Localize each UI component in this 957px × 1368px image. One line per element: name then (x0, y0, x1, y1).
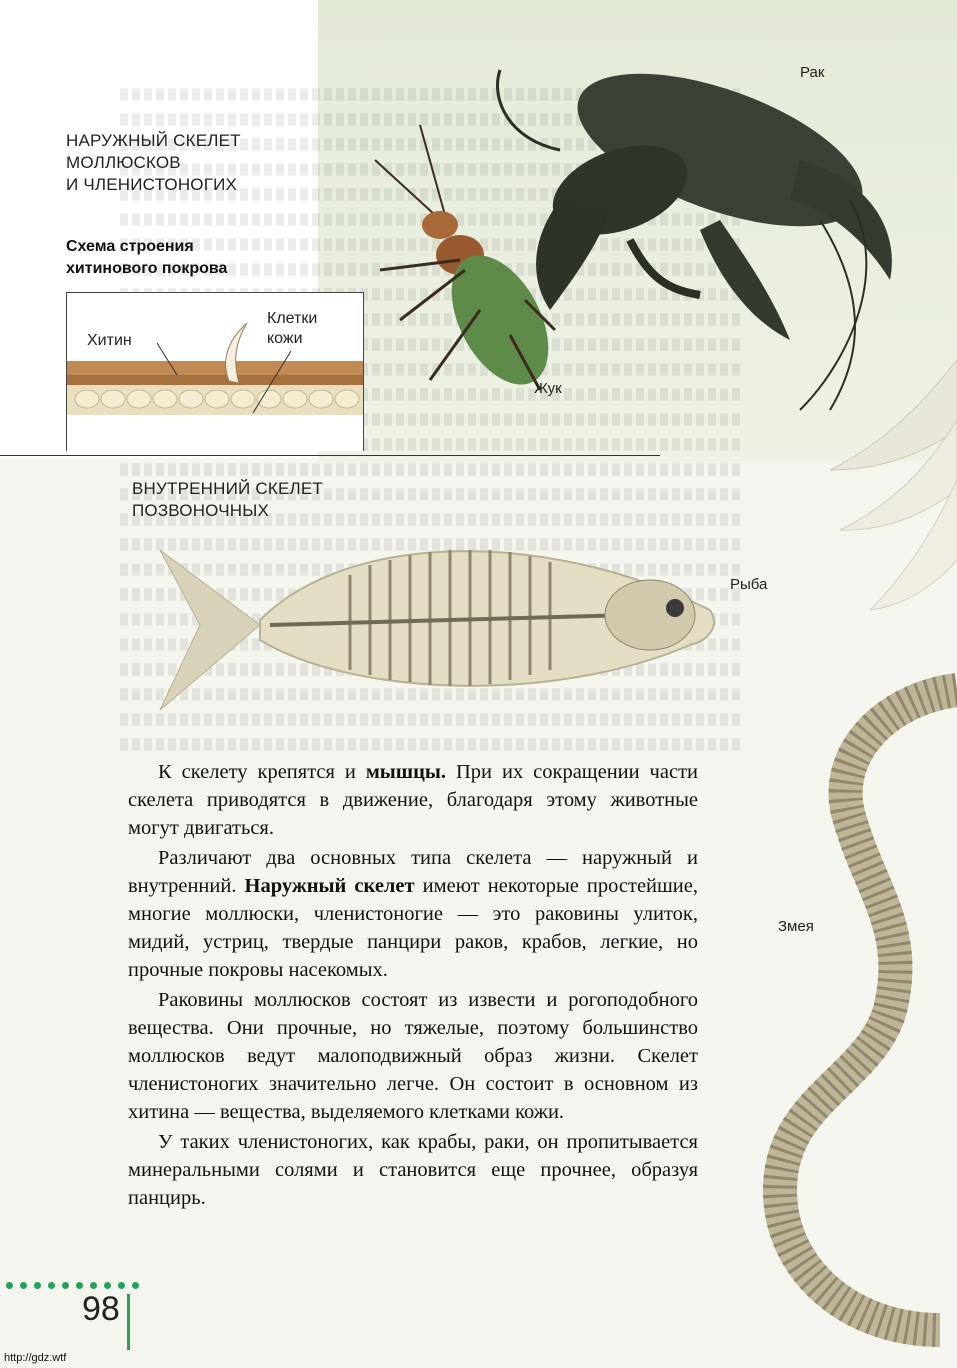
crayfish-label: Рак (800, 64, 825, 81)
fish-skeleton-illustration (150, 520, 740, 740)
decorative-dots (6, 1276, 146, 1294)
endoskeleton-title: ВНУТРЕННИЙ СКЕЛЕТ ПОЗВОНОЧНЫХ (132, 479, 323, 520)
paragraph-3: Раковины моллюсков состоят из извести и рогоподобного вещества. Они прочные, но тяжелые, поэтому большинство моллюсков ведут малоподвижный образ жизни. Скелет членистоногих значительно легче. Он состоит в основном из хитина — вещества, выделяемого клетками кожи. (128, 989, 698, 1123)
beetle-label: Жук (534, 380, 562, 397)
exoskeleton-title: НАРУЖНЫЙ СКЕЛЕТ МОЛЛЮСКОВ И ЧЛЕНИСТОНОГИХ (66, 131, 241, 194)
snake-label: Змея (778, 918, 814, 935)
watermark-url: http://gdz.wtf (4, 1352, 67, 1364)
page-number: 98 (82, 1290, 120, 1328)
section-divider (0, 455, 660, 456)
pointer-lines (67, 293, 363, 451)
paragraph-4: У таких членистоногих, как крабы, раки, он пропитывается минеральными солями и становится еще прочнее, образуя панцирь. (128, 1131, 698, 1209)
page-number-bar (127, 1294, 130, 1350)
fish-label: Рыба (730, 576, 768, 593)
skin-cells-label: Клетки кожи (267, 310, 318, 347)
paragraph-2: Различают два основных типа скелета — наружный и внутренний. Наружный скелет имеют некоторые простейшие, многие моллюски, членистоногие — это раковины улиток, мидий, устриц, твердые панцири раков, крабов, легкие, но прочные покровы насекомых. (128, 847, 698, 981)
chitin-label: Хитин (87, 332, 132, 349)
snake-skeleton-illustration (760, 670, 957, 1350)
paragraph-1: К скелету крепятся и мышцы. При их сокращении части скелета приводятся в движение, благодаря этому животные могут двигаться. (128, 761, 698, 839)
body-text (128, 758, 698, 1214)
scheme-title: Схема строения хитинового покрова (66, 238, 228, 277)
beetle-illustration (340, 120, 560, 420)
chitin-cover-diagram (66, 292, 364, 451)
